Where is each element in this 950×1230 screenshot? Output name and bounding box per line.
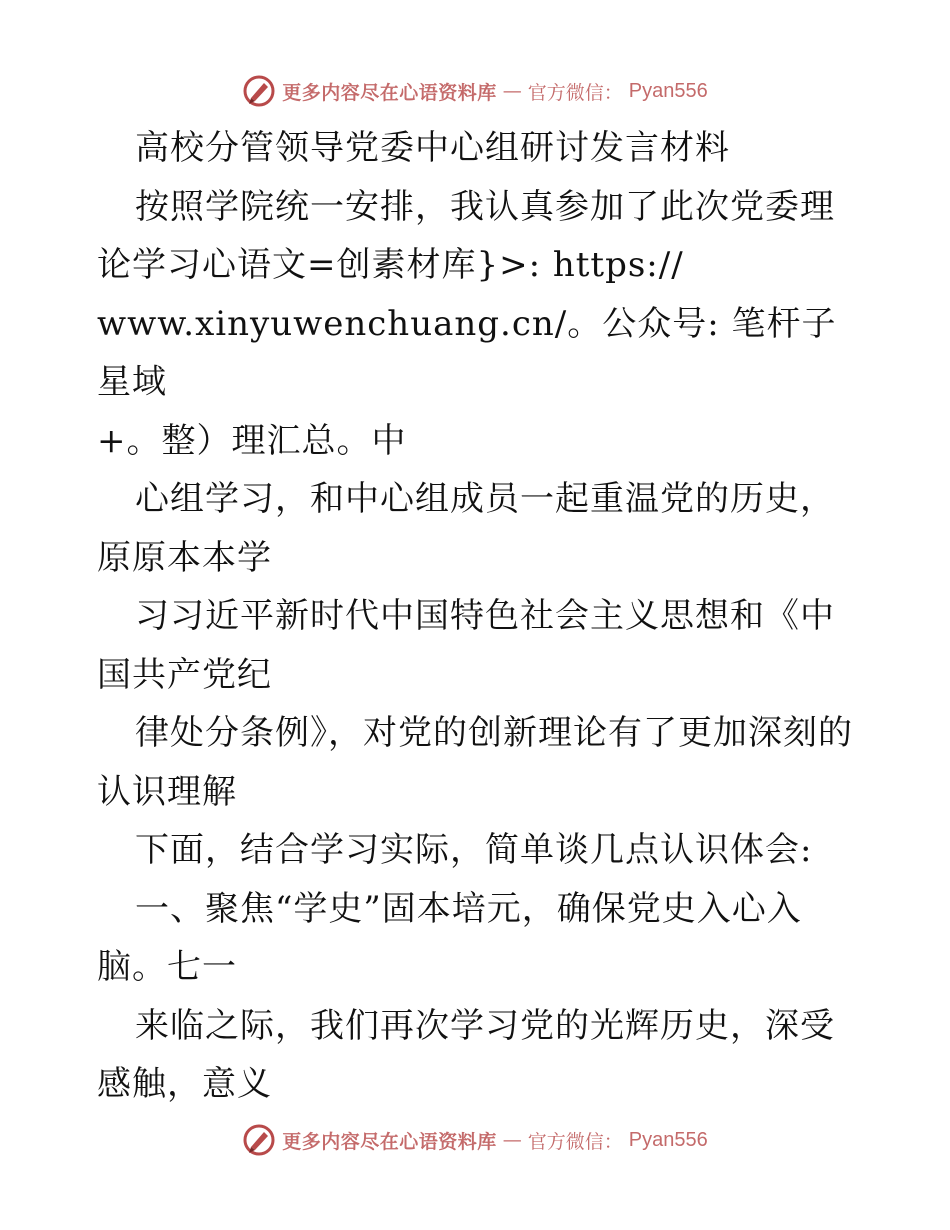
banner-brand-text: 更多内容尽在心语资料库 [282, 81, 497, 104]
paragraph: 下面，结合学习实际，简单谈几点认识体会: [135, 830, 813, 870]
paragraph: 心组学习，和中心组成员一起重温党的历史，原原本本学 [97, 479, 835, 578]
banner-brand-text: 更多内容尽在心语资料库 [282, 1130, 497, 1153]
document-body [97, 119, 857, 1114]
doc-title: 高校分管领导党委中心组研讨发言材料 [135, 128, 730, 168]
banner-wechat-account: Pyan556 [628, 79, 708, 102]
banner-wechat-label: 官方微信： [527, 81, 623, 104]
banner-dash: — [502, 80, 522, 102]
footer-banner [0, 1120, 950, 1160]
paragraph: 习习近平新时代中国特色社会主义思想和《中国共产党纪 [97, 596, 835, 695]
pen-logo-icon [242, 1123, 276, 1157]
paragraph: 一、聚焦“学史”固本培元，确保党史入心入脑。七一 [97, 888, 802, 987]
paragraph: 来临之际，我们再次学习党的光辉历史，深受感触，意义 [97, 1005, 835, 1104]
pen-logo-icon [242, 74, 276, 108]
header-banner [0, 71, 950, 111]
banner-wechat-label: 官方微信： [527, 1130, 623, 1153]
paragraph: 按照学院统一安排，我认真参加了此次党委理论学习心语文=创素材库}>: https:// www.xinyuwenchuang.cn/。公众号: 笔杆子星域 +。整）理汇总。中 [97, 186, 837, 461]
banner-dash: — [502, 1129, 522, 1151]
paragraph: 律处分条例》，对党的创新理论有了更加深刻的认识理解 [97, 713, 853, 812]
banner-wechat-account: Pyan556 [628, 1128, 708, 1151]
